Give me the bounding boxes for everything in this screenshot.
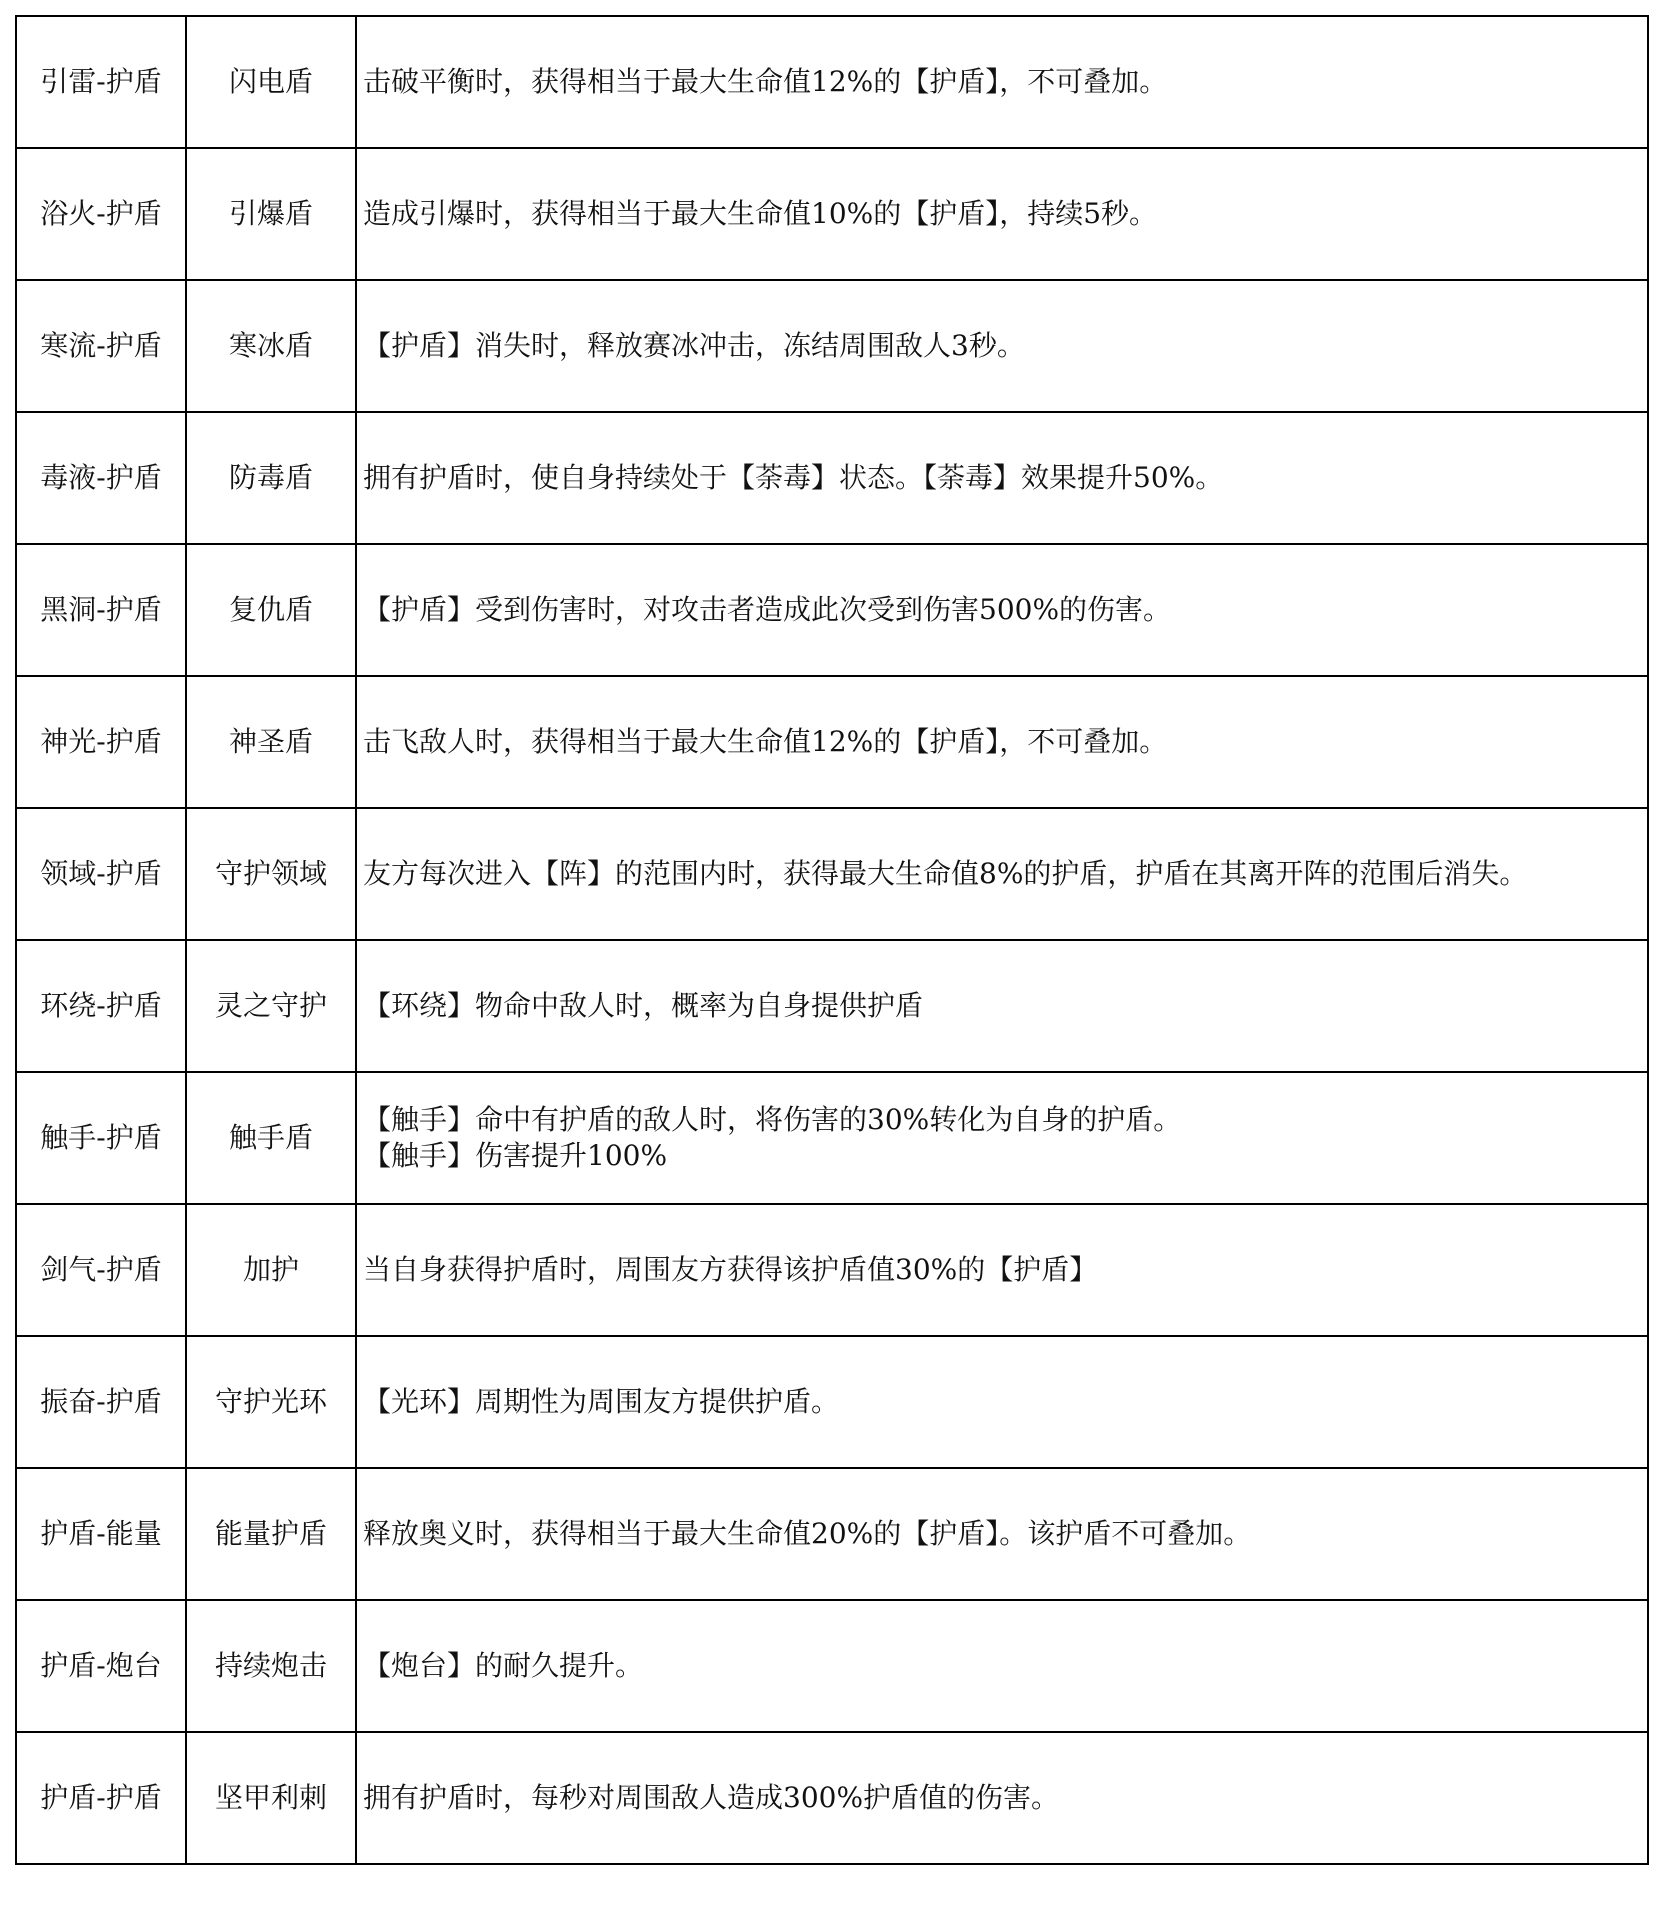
combo-name-cell: 振奋-护盾 <box>16 1336 186 1468</box>
description-cell <box>356 544 1648 676</box>
skill-name-cell: 守护领域 <box>186 808 356 940</box>
table-row <box>16 808 1648 940</box>
table-row <box>16 412 1648 544</box>
description-line: 【炮台】的耐久提升。 <box>363 1649 644 1682</box>
skill-name-cell: 防毒盾 <box>186 412 356 544</box>
table-row <box>16 676 1648 808</box>
description-line: 【触手】命中有护盾的敌人时，将伤害的30%转化为自身的护盾。 <box>363 1103 1182 1136</box>
skill-name-cell: 能量护盾 <box>186 1468 356 1600</box>
description-line: 【触手】伤害提升100% <box>363 1139 668 1172</box>
combo-name-cell: 神光-护盾 <box>16 676 186 808</box>
skill-name-cell: 闪电盾 <box>186 16 356 148</box>
skill-name-cell: 坚甲利刺 <box>186 1732 356 1864</box>
description-line: 【护盾】消失时，释放赛冰冲击，冻结周围敌人3秒。 <box>363 329 1025 362</box>
skill-name-cell: 复仇盾 <box>186 544 356 676</box>
skill-name-cell: 寒冰盾 <box>186 280 356 412</box>
description-line: 【环绕】物命中敌人时，概率为自身提供护盾 <box>363 989 924 1022</box>
skill-name-cell: 持续炮击 <box>186 1600 356 1732</box>
combo-name-cell: 护盾-能量 <box>16 1468 186 1600</box>
description-line: 造成引爆时，获得相当于最大生命值10%的【护盾】，持续5秒。 <box>363 197 1158 230</box>
description-cell <box>356 676 1648 808</box>
description-cell <box>356 280 1648 412</box>
description-cell <box>356 1468 1648 1600</box>
description-line: 【光环】周期性为周围友方提供护盾。 <box>363 1385 840 1418</box>
table-row <box>16 280 1648 412</box>
table-body <box>16 16 1648 1864</box>
description-cell <box>356 1204 1648 1336</box>
table-row <box>16 544 1648 676</box>
table-row <box>16 1204 1648 1336</box>
description-cell <box>356 412 1648 544</box>
combo-name-cell: 引雷-护盾 <box>16 16 186 148</box>
skill-name-cell: 引爆盾 <box>186 148 356 280</box>
description-cell <box>356 1600 1648 1732</box>
table-row <box>16 16 1648 148</box>
combo-name-cell: 毒液-护盾 <box>16 412 186 544</box>
description-line: 拥有护盾时，每秒对周围敌人造成300%护盾值的伤害。 <box>363 1781 1060 1814</box>
table-row <box>16 1600 1648 1732</box>
combo-name-cell: 领域-护盾 <box>16 808 186 940</box>
description-line: 拥有护盾时，使自身持续处于【荼毒】状态。【荼毒】效果提升50%。 <box>363 461 1224 494</box>
table-row <box>16 1468 1648 1600</box>
description-line: 当自身获得护盾时，周围友方获得该护盾值30%的【护盾】 <box>363 1253 1098 1286</box>
combo-name-cell: 护盾-炮台 <box>16 1600 186 1732</box>
combo-name-cell: 护盾-护盾 <box>16 1732 186 1864</box>
table-row <box>16 148 1648 280</box>
skill-name-cell: 神圣盾 <box>186 676 356 808</box>
description-cell <box>356 16 1648 148</box>
description-line: 击飞敌人时，获得相当于最大生命值12%的【护盾】，不可叠加。 <box>363 725 1168 758</box>
description-cell <box>356 1732 1648 1864</box>
table-row <box>16 1732 1648 1864</box>
combo-name-cell: 剑气-护盾 <box>16 1204 186 1336</box>
combo-name-cell: 浴火-护盾 <box>16 148 186 280</box>
description-cell <box>356 940 1648 1072</box>
skill-name-cell: 灵之守护 <box>186 940 356 1072</box>
description-line: 击破平衡时，获得相当于最大生命值12%的【护盾】，不可叠加。 <box>363 65 1168 98</box>
description-line: 【护盾】受到伤害时，对攻击者造成此次受到伤害500%的伤害。 <box>363 593 1172 626</box>
table-row <box>16 1072 1648 1204</box>
description-cell <box>356 1336 1648 1468</box>
combo-name-cell: 触手-护盾 <box>16 1072 186 1204</box>
skill-name-cell: 加护 <box>186 1204 356 1336</box>
description-cell <box>356 1072 1648 1204</box>
combo-name-cell: 环绕-护盾 <box>16 940 186 1072</box>
description-cell <box>356 808 1648 940</box>
table-row <box>16 940 1648 1072</box>
description-cell <box>356 148 1648 280</box>
description-line: 释放奥义时，获得相当于最大生命值20%的【护盾】。该护盾不可叠加。 <box>363 1517 1252 1550</box>
combo-name-cell: 黑洞-护盾 <box>16 544 186 676</box>
table-row <box>16 1336 1648 1468</box>
combo-name-cell: 寒流-护盾 <box>16 280 186 412</box>
skill-name-cell: 触手盾 <box>186 1072 356 1204</box>
shield-combo-table <box>15 15 1649 1865</box>
description-line: 友方每次进入【阵】的范围内时，获得最大生命值8%的护盾，护盾在其离开阵的范围后消失。 <box>363 857 1528 890</box>
skill-name-cell: 守护光环 <box>186 1336 356 1468</box>
